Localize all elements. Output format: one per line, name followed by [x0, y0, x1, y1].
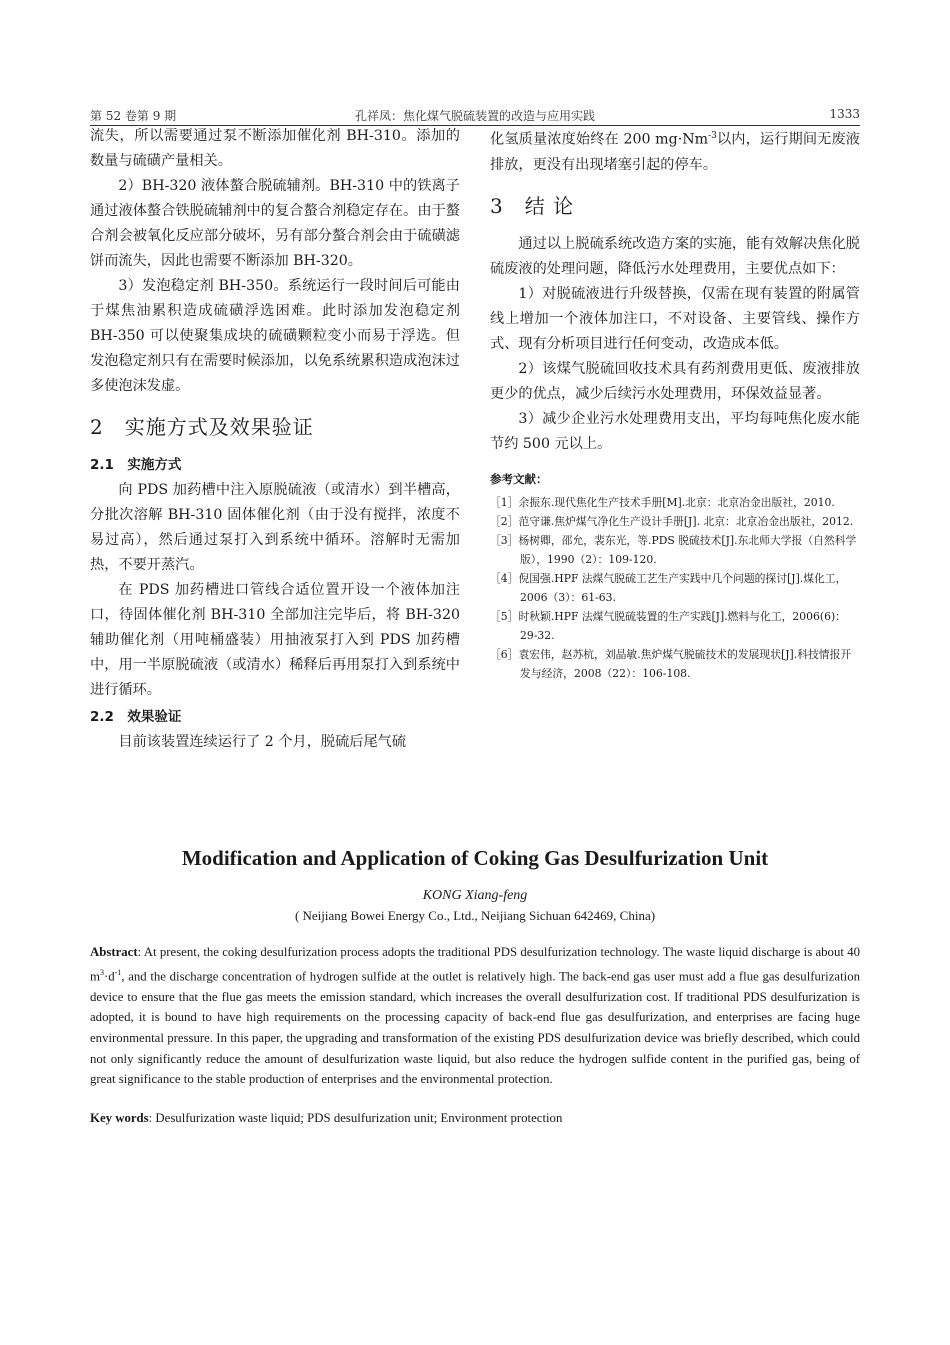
paragraph: 3）减少企业污水处理费用支出，平均每吨焦化废水能节约 500 元以上。 [490, 410, 860, 452]
english-keywords: Key words: Desulfurization waste liquid; PDS desulfurization unit; Environment protection [90, 1111, 563, 1125]
english-abstract: Abstract: At present, the coking desulfurization process adopts the traditional PDS desulfurization technology. The waste liquid discharge is about 40 $m^3\cdot d^{-1}$, and the discharge concentration of hydrogen sulfide at the outlet is relatively high. The back-end gas user must add a flue gas desulfurization device to ensure that the flue gas meets the emission standard, which increases the overall desulfurization cost. If traditional PDS desulfurization is adopted, it is bound to have high requirements on the processing capacity of back-end flue gas desulfurization, and enterprises are facing huge environmental pressure. In this paper, the upgrading and transformation of the existing PDS desulfurization device was briefly described, which could not only significantly reduce the amount of desulfurization waste liquid, but also reduce the hydrogen sulfide content in the purified gas, being of great significance to the stable production of enterprises and the environmental protection. [90, 945, 860, 1087]
running-title: 孔祥凤：焦化煤气脱硫装置的改造与应用实践 [354, 109, 595, 123]
right-column [490, 124, 860, 683]
reference-item: ［1］余振东.现代焦化生产技术手册[M].北京：北京冶金出版社，2010. [490, 495, 835, 509]
abstract-label: Abstract [90, 945, 138, 959]
paragraph: 2）BH-320 液体螯合脱硫辅剂。BH-310 中的铁离子通过液体螯合铁脱硫辅剂中的复合螯合剂稳定存在。由于螯合剂会被氧化反应部分破坏，另有部分螯合剂会由于硫磺滤饼而流失，因此也需要不断添加 BH-320。 [90, 178, 460, 269]
reference-item: ［4］倪国强.HPF 法煤气脱硫工艺生产实践中几个问题的探讨[J].煤化工，2006（3）：61-63. [490, 571, 847, 604]
references-heading: 参考文献： [490, 471, 548, 486]
paragraph: 1）对脱硫液进行升级替换，仅需在现有装置的附属管线上增加一个液体加注口，不对设备、主要管线、操作方式、现有分析项目进行任何变动，改造成本低。 [490, 285, 860, 352]
subsection-heading: 2.1 实施方式 [90, 457, 182, 473]
page-number: 1333 [829, 107, 860, 121]
section-heading: 3 结 论 [490, 193, 575, 218]
subsection-heading: 2.2 效果验证 [90, 709, 182, 725]
paragraph: 化氢质量浓度始终在 200 $mg\cdot Nm^{-3}$以内，运行期间无废液排放，更没有出现堵塞引起的停车。 [490, 131, 860, 173]
reference-item: ［5］时秋颖.HPF 法煤气脱硫装置的生产实践[J].燃料与化工，2006(6)：29-32. [490, 609, 846, 642]
reference-item: ［2］范守谦.焦炉煤气净化生产设计手册[J]. 北京：北京冶金出版社，2012. [490, 514, 854, 528]
paragraph: 流失，所以需要通过泵不断添加催化剂 BH-310。添加的数量与硫磺产量相关。 [90, 128, 460, 169]
paragraph: 2）该煤气脱硫回收技术具有药剂费用更低、废液排放更少的优点，减少后续污水处理费用，环保效益显著。 [490, 360, 860, 402]
journal-issue: 第 52 卷第 9 期 [90, 109, 177, 123]
reference-item: ［6］袁宏伟，赵苏杭，刘晶敏.焦炉煤气脱硫技术的发展现状[J].科技情报开发与经济，2008（22）：106-108. [490, 647, 852, 680]
left-column [90, 124, 460, 755]
running-header [90, 105, 860, 126]
paragraph: 在 PDS 加药槽进口管线合适位置开设一个液体加注口，待固体催化剂 BH-310 全部加注完毕后，将 BH-320 辅助催化剂（用吨桶盛装）用抽液泵打入到 PDS 加药槽中，用一半原脱硫液（或清水）稀释后再用泵打入到系统中进行循环。 [90, 582, 460, 698]
paragraph: 3）发泡稳定剂 BH-350。系统运行一段时间后可能由于煤焦油累积造成硫磺浮选困难。此时添加发泡稳定剂 BH-350 可以使聚集成块的硫磺颗粒变小而易于浮选。但发泡稳定剂只有在需要时候添加，以免系统累积造成泡沫过多使泡沫发虚。 [90, 278, 460, 394]
paragraph: 通过以上脱硫系统改造方案的实施，能有效解决焦化脱硫废液的处理问题，降低污水处理费用，主要优点如下： [490, 235, 860, 277]
english-title: Modification and Application of Coking Gas Desulfurization Unit [181, 846, 769, 870]
english-affiliation: ( Neijiang Bowei Energy Co., Ltd., Neijiang Sichuan 642469, China) [294, 908, 656, 923]
english-author: KONG Xiang-feng [422, 888, 528, 903]
paragraph: 向 PDS 加药槽中注入原脱硫液（或清水）到半槽高，分批次溶解 BH-310 固体催化剂（由于没有搅拌，浓度不易过高），然后通过泵打入到系统中循环。溶解时无需加热，不要开蒸汽。 [90, 482, 460, 573]
section-heading: 2 实施方式及效果验证 [90, 415, 314, 439]
keywords-label: Key words [90, 1111, 149, 1125]
reference-item: ［3］杨树卿，邵允，裴东光，等.PDS 脱硫技术[J].东北师大学报（自然科学版），1990（2）：109-120. [490, 533, 857, 566]
paragraph: 目前该装置连续运行了 2 个月，脱硫后尾气硫 [118, 734, 407, 750]
